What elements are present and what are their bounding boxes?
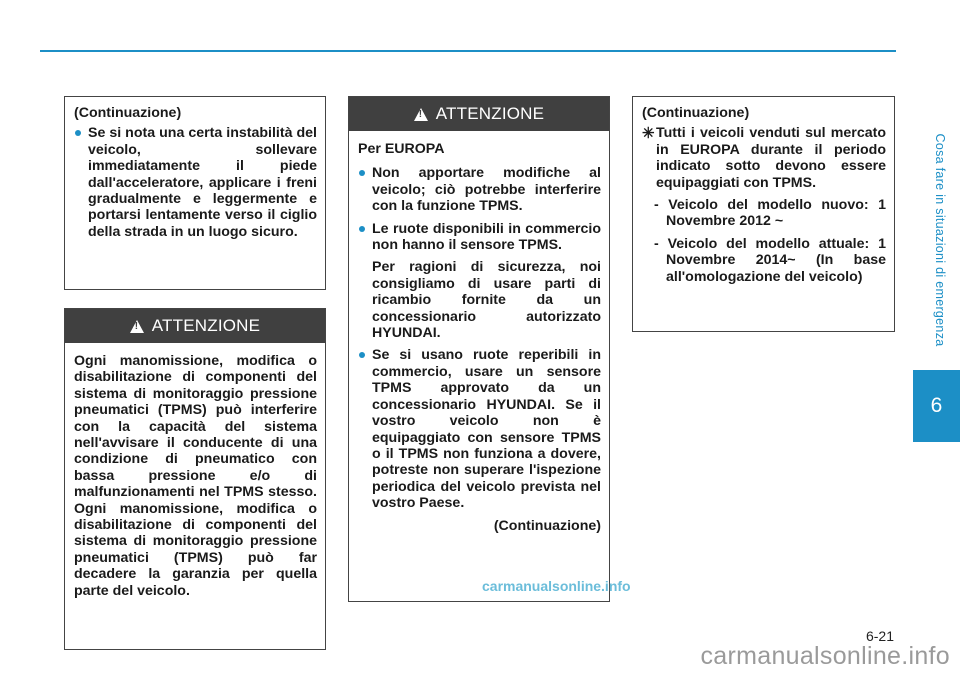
date-item: - Veicolo del modello attuale: 1 Novembre 2014~ (In base all'omologazione del veicolo) — [654, 235, 886, 285]
chapter-tab: 6 — [913, 370, 960, 442]
bullet-item: Se si usano ruote reperibili in commercio, usare un sensore TPMS approvato da un concessionario HYUNDAI. Se il vostro veicolo non è equipaggiato con sensore TPMS o il TPMS non funziona a dovere, potreste non superare l'ispezione periodica del veicolo prevista nel vostro Paese. — [358, 347, 601, 511]
note-text: Tutti i veicoli venduti sul mercato in EUROPA durante il periodo indicato sotto devono essere equipaggiati con TPMS. — [656, 125, 886, 191]
bullet-continuation: Per ragioni di sicurezza, noi consigliamo di usare parti di ricambio fornite da un concessionario autorizzato HYUNDAI. — [372, 259, 601, 342]
page-number: 6-21 — [865, 628, 894, 644]
warning-triangle-icon — [130, 320, 144, 333]
watermark: carmanualsonline.info — [482, 578, 631, 594]
footer-site: carmanualsonline.info — [700, 642, 950, 670]
top-rule — [40, 50, 896, 52]
warning-box-middle — [348, 96, 610, 602]
warning-header — [349, 97, 609, 131]
warning-box-left — [64, 308, 326, 650]
warning-triangle-icon — [414, 108, 428, 121]
bullet-item: Non apportare modifiche al veicolo; ciò potrebbe interferire con la funzione TPMS. — [358, 165, 601, 214]
continuation-box-left — [64, 96, 326, 290]
warning-header — [65, 309, 325, 343]
warning-body: Ogni manomissione, modifica o disabilitazione di componenti del sistema di monitoraggio pressione pneumatici (TPMS) può interferire con la capacità del sistema nell'avvisare il conducente di una condizione di pneumatico con bassa pressione e/o di malfunzionamenti nel TPMS stesso. Ogni manomissione, modifica o disabilitazione di componenti del sistema di monitoraggio pressione pneumatici (TPMS) può far decadere la garanzia per quella parte del veicolo. — [74, 353, 317, 599]
continuation-label: (Continuazione) — [74, 105, 182, 121]
date-item: - Veicolo del modello nuovo: 1 Novembre 2012 ~ — [654, 197, 886, 230]
bullet-item: Le ruote disponibili in commercio non hanno il sensore TPMS. — [358, 221, 601, 254]
region-label: Per EUROPA — [358, 141, 445, 157]
continuation-box-right — [632, 96, 895, 332]
continuation-label: (Continuazione) — [642, 105, 750, 121]
warning-header-label: ATTENZIONE — [435, 104, 545, 123]
asterisk-note-icon: ✳ — [642, 125, 655, 143]
warning-header-label: ATTENZIONE — [151, 316, 261, 335]
continued-label: (Continuazione) — [493, 517, 601, 534]
chapter-title: Cosa fare in situazioni di emergenza — [933, 133, 947, 347]
bullet-item: Se si nota una certa instabilità del veicolo, sollevare immediatamente il piede dall'acceleratore, applicare i freni gradualmente e leggermente e portarsi lentamente verso il ciglio della strada in un luogo sicuro. — [74, 125, 317, 240]
